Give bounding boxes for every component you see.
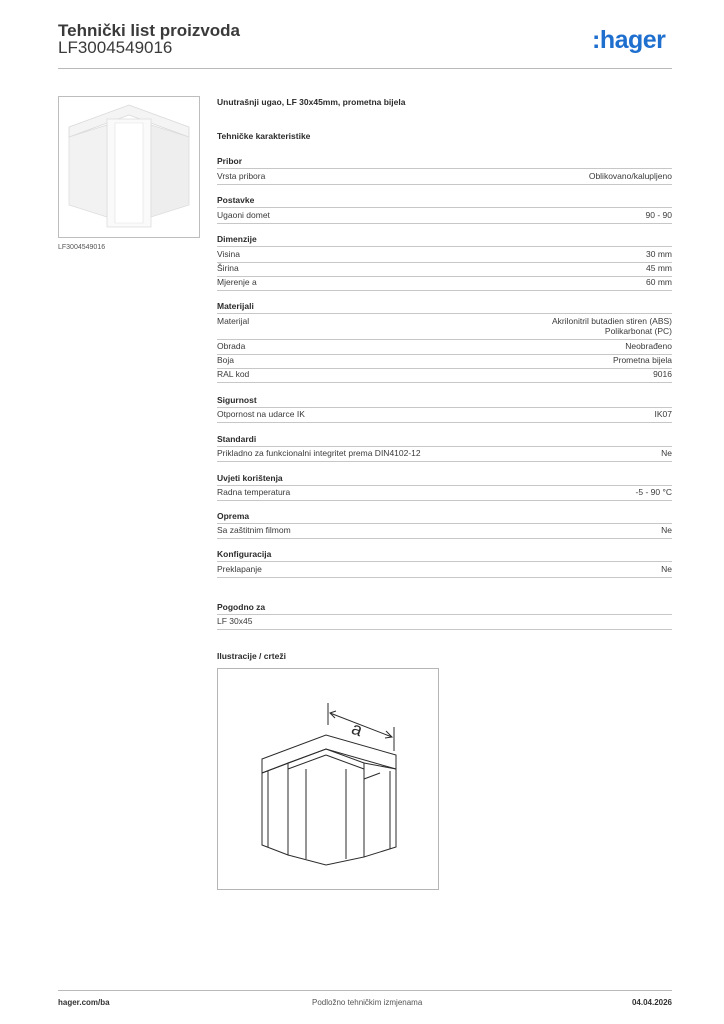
table-row [217, 341, 672, 355]
section-divider [217, 313, 672, 314]
row-label: Ugaoni domet [217, 210, 270, 220]
row-value: Prometna bijela [612, 355, 672, 365]
section-title-uvjeti: Uvjeti korištenja [217, 473, 283, 483]
section-divider [217, 614, 672, 615]
section-title-pogodno: Pogodno za [217, 602, 266, 612]
row-label: Materijal [217, 316, 250, 326]
section-divider [217, 561, 672, 562]
section-divider [217, 407, 672, 408]
section-title-pribor: Pribor [217, 156, 243, 166]
row-label: Širina [217, 263, 239, 273]
row-value-line: Polikarbonat (PC) [604, 326, 672, 336]
section-divider [217, 523, 672, 524]
product-photo-icon [59, 97, 199, 237]
row-label: LF 30x45 [217, 616, 253, 626]
row-value: Ne [661, 448, 672, 458]
section-title-postavke: Postavke [217, 195, 255, 205]
section-divider [217, 207, 672, 208]
row-value: 60 mm [646, 277, 672, 287]
section-divider [217, 446, 672, 447]
table-row [217, 616, 672, 630]
product-image [58, 96, 200, 238]
table-row [217, 249, 672, 263]
dimension-label: a [349, 717, 366, 741]
row-label: Boja [217, 355, 235, 365]
row-label: Sa zaštitnim filmom [217, 525, 291, 535]
footer-date: 04.04.2026 [631, 998, 672, 1007]
row-label: Prikladno za funkcionalni integritet prema DIN4102-12 [217, 448, 421, 458]
section-divider [217, 168, 672, 169]
illustration-drawing [217, 668, 439, 890]
footer-note: Podložno tehničkim izmjenama [312, 998, 423, 1007]
table-row [217, 277, 672, 291]
tech-heading: Tehničke karakteristike [217, 131, 311, 141]
corner-drawing-icon [218, 669, 438, 889]
table-row [217, 369, 672, 383]
section-title-konfiguracija: Konfiguracija [217, 549, 272, 559]
row-value: -5 - 90 °C [635, 487, 672, 497]
table-row [217, 171, 672, 185]
section-divider [217, 485, 672, 486]
row-value: 30 mm [646, 249, 672, 259]
section-title-oprema: Oprema [217, 511, 250, 521]
table-row [217, 564, 672, 578]
row-value: Ne [661, 525, 672, 535]
page-title: Tehnički list proizvoda [58, 21, 240, 40]
section-title-materijali: Materijali [217, 301, 254, 311]
row-value: IK07 [654, 409, 672, 419]
row-label: Otpornost na udarce IK [217, 409, 305, 419]
row-value [552, 316, 672, 336]
illustration-title: Ilustracije / crteži [217, 651, 286, 661]
section-title-sigurnost: Sigurnost [217, 395, 257, 405]
table-row [217, 487, 672, 501]
product-code: LF3004549016 [58, 38, 173, 57]
image-caption: LF3004549016 [58, 244, 106, 251]
row-value: Ne [661, 564, 672, 574]
header-divider [58, 68, 672, 69]
row-value: Oblikovano/kalupljeno [588, 171, 672, 181]
table-row [217, 448, 672, 462]
section-divider [217, 246, 672, 247]
row-value: Neobrađeno [625, 341, 672, 351]
table-row [217, 210, 672, 224]
row-label: Obrada [217, 341, 246, 351]
row-label: Visina [217, 249, 240, 259]
row-value: 9016 [653, 369, 672, 379]
row-value: 45 mm [646, 263, 672, 273]
footer-divider [58, 990, 672, 991]
hager-logo: :hager [592, 26, 666, 54]
product-description: Unutrašnji ugao, LF 30x45mm, prometna bijela [217, 97, 406, 107]
footer-website-link[interactable]: hager.com/ba [58, 998, 110, 1007]
section-title-standardi: Standardi [217, 434, 257, 444]
table-row [217, 355, 672, 369]
table-row [217, 525, 672, 539]
row-label: Vrsta pribora [217, 171, 266, 181]
table-row [217, 316, 672, 340]
table-row [217, 409, 672, 423]
row-value-line: Akrilonitril butadien stiren (ABS) [552, 316, 672, 326]
row-label: Mjerenje a [217, 277, 257, 287]
row-label: Radna temperatura [217, 487, 291, 497]
table-row [217, 263, 672, 277]
section-title-dimenzije: Dimenzije [217, 234, 257, 244]
row-label: RAL kod [217, 369, 250, 379]
row-label: Preklapanje [217, 564, 262, 574]
row-value: 90 - 90 [645, 210, 672, 220]
